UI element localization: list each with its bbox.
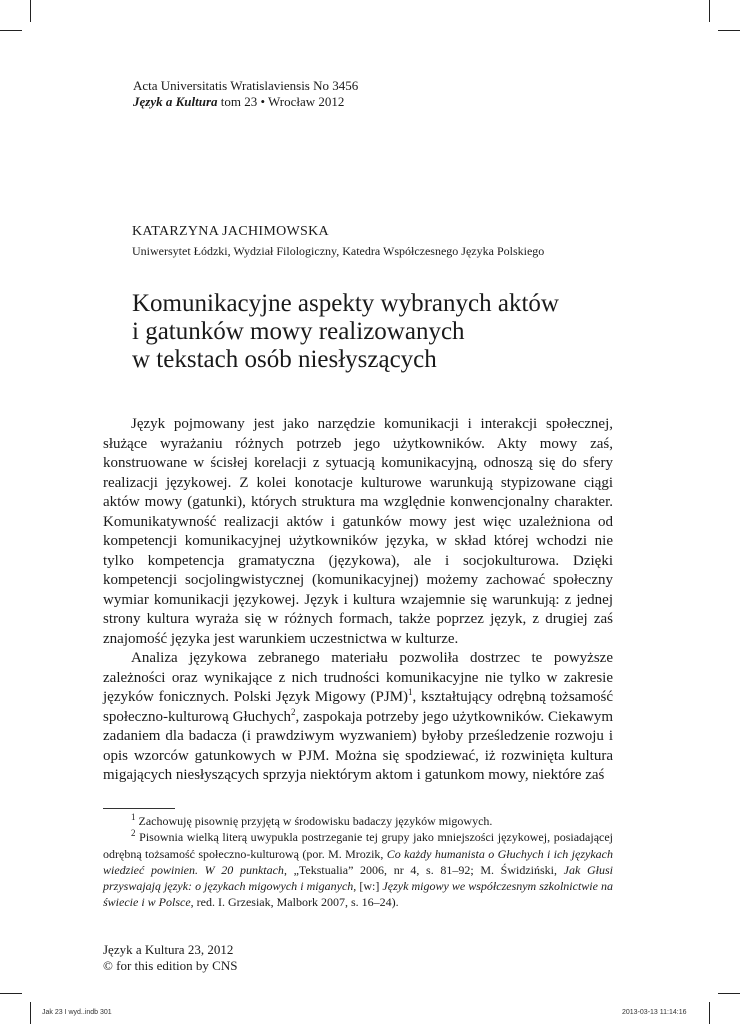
journal-name: Język a Kultura xyxy=(133,94,218,109)
series-header: Acta Universitatis Wratislaviensis No 3456 xyxy=(133,78,359,93)
crop-mark-top-left-v xyxy=(30,0,31,22)
print-slug-right: 2013-03-13 11:14:16 xyxy=(622,1009,687,1016)
crop-mark-top-right-v xyxy=(709,0,710,22)
footnote-1-number: 1 xyxy=(131,812,136,822)
footnote-ref-1[interactable]: 1 xyxy=(408,687,413,697)
imprint-line-1: Język a Kultura 23, 2012 xyxy=(103,942,234,957)
title-line-3: w tekstach osób niesłyszących xyxy=(132,346,437,373)
crop-mark-bottom-right-v xyxy=(709,1002,710,1024)
print-slug-left: Jak 23 I wyd..indb 301 xyxy=(42,1009,112,1016)
footnote-2-text-e: , [w:] xyxy=(353,879,383,894)
footnote-2-number: 2 xyxy=(131,828,136,839)
title-line-2: i gatunków mowy realizowanych xyxy=(132,318,465,345)
footnote-2-text-g: , red. I. Grzesiak, Malbork 2007, s. 16–24). xyxy=(190,895,399,910)
footnote-1-text: Zachowuję pisownię przyjętą w środowisku badaczy języków migowych. xyxy=(138,814,493,828)
footnote-2-title-2: Jak Głusi przyswajają język: o językach migowych i miganych xyxy=(103,862,613,894)
footnote-2-title-3: Język migowy we współczesnym szkolnictwie na świecie i w Polsce xyxy=(103,879,614,910)
crop-mark-top-left-h xyxy=(0,30,22,31)
crop-mark-bottom-right-h xyxy=(718,993,740,994)
article-body xyxy=(103,415,613,786)
crop-mark-bottom-left-h xyxy=(0,993,22,994)
paragraph-1: Język pojmowany jest jako narzędzie komunikacji i interakcji społecznej, służące wyrażaniu różnych potrzeb jego użytkowników. Akty mowy zaś, konstruowane w ścisłej korelacji z sytuacją komunikacyjną, odnoszą się do sfery realizacji językowej. Z kolei konotacje kulturowe warunkują stypizowane ciągi aktów mowy (gatunki), których struktura ma względnie konwencjonalny charakter. Komunikatywność realizacji aktów i gatunków mowy jest więc uzależniona od kompetencji komunikacyjnej użytkowników języka, w skład której wchodzi nie tylko kompetencja gramatyczna (językowa), ale i socjokulturowa. Dzięki kompetencji socjolingwistycznej (komunikacyjnej) możemy zachować społeczny wymiar komunikacji językowej. Język i kultura wzajemnie się warunkują: z jednej strony kultura wyraża się w różnych formach, także poprzez język, z drugiej zaś znajomość języka jest warunkiem uczestnictwa w kulturze. xyxy=(103,416,613,647)
author-name: KATARZYNA JACHIMOWSKA xyxy=(132,224,329,239)
paragraph-2-text-c: , zaspokaja potrzeby jego użytkowników. Ciekawym zadaniem dla badacza (i prawdziwym wyzwaniem) byłoby prześledzenie rozwoju i opis wzorców gatunkowych w PJM. Można się spodziewać, iż rozwinięta kultura migających niesłyszących sprzyja niektórym aktom i gatunkom mowy, niektóre zaś xyxy=(103,708,613,783)
footnote-2-text-c: , „Tekstualia” 2006, nr 4, s. 81–92; M. Świdziński, xyxy=(283,862,564,877)
crop-mark-bottom-left-v xyxy=(30,1002,31,1024)
crop-mark-top-right-h xyxy=(718,30,740,31)
footnote-1 xyxy=(103,813,613,829)
footnote-2-text-a: Pisownia wielką literą uwypukla postrzeganie tej grupy jako mniejszości językowej, posiadającej odrębną tożsamość społeczno-kulturową (por. M. Mrozik, xyxy=(103,830,614,861)
article-title xyxy=(132,290,652,374)
paragraph-2 xyxy=(103,649,613,786)
paragraph-2-text-b: , kształtujący odrębną tożsamość społeczno-kulturową Głuchych xyxy=(103,689,613,725)
title-line-1: Komunikacyjne aspekty wybranych aktów xyxy=(132,290,559,317)
imprint-line-2: © for this edition by CNS xyxy=(103,958,238,973)
footnotes xyxy=(103,813,613,911)
journal-details: tom 23 • Wrocław 2012 xyxy=(220,94,345,109)
footnote-2-title-1: Co każdy humanista o Głuchych i ich językach wiedzieć powinien. W 20 punktach xyxy=(103,846,613,877)
footnote-separator xyxy=(103,808,175,809)
imprint xyxy=(103,942,237,974)
footnote-ref-2[interactable]: 2 xyxy=(291,706,296,717)
footnote-2 xyxy=(103,829,613,910)
paragraph-2-text-a: Analiza językowa zebranego materiału pozwoliła dostrzec te powyższe zależności oraz wynikające z nich trudności komunikacyjne nie tylko w zakresie języków fonicznych. Polski Język Migowy (PJM) xyxy=(103,650,613,705)
author-affiliation: Uniwersytet Łódzki, Wydział Filologiczny, Katedra Współczesnego Języka Polskiego xyxy=(132,244,545,258)
journal-line xyxy=(133,94,344,110)
